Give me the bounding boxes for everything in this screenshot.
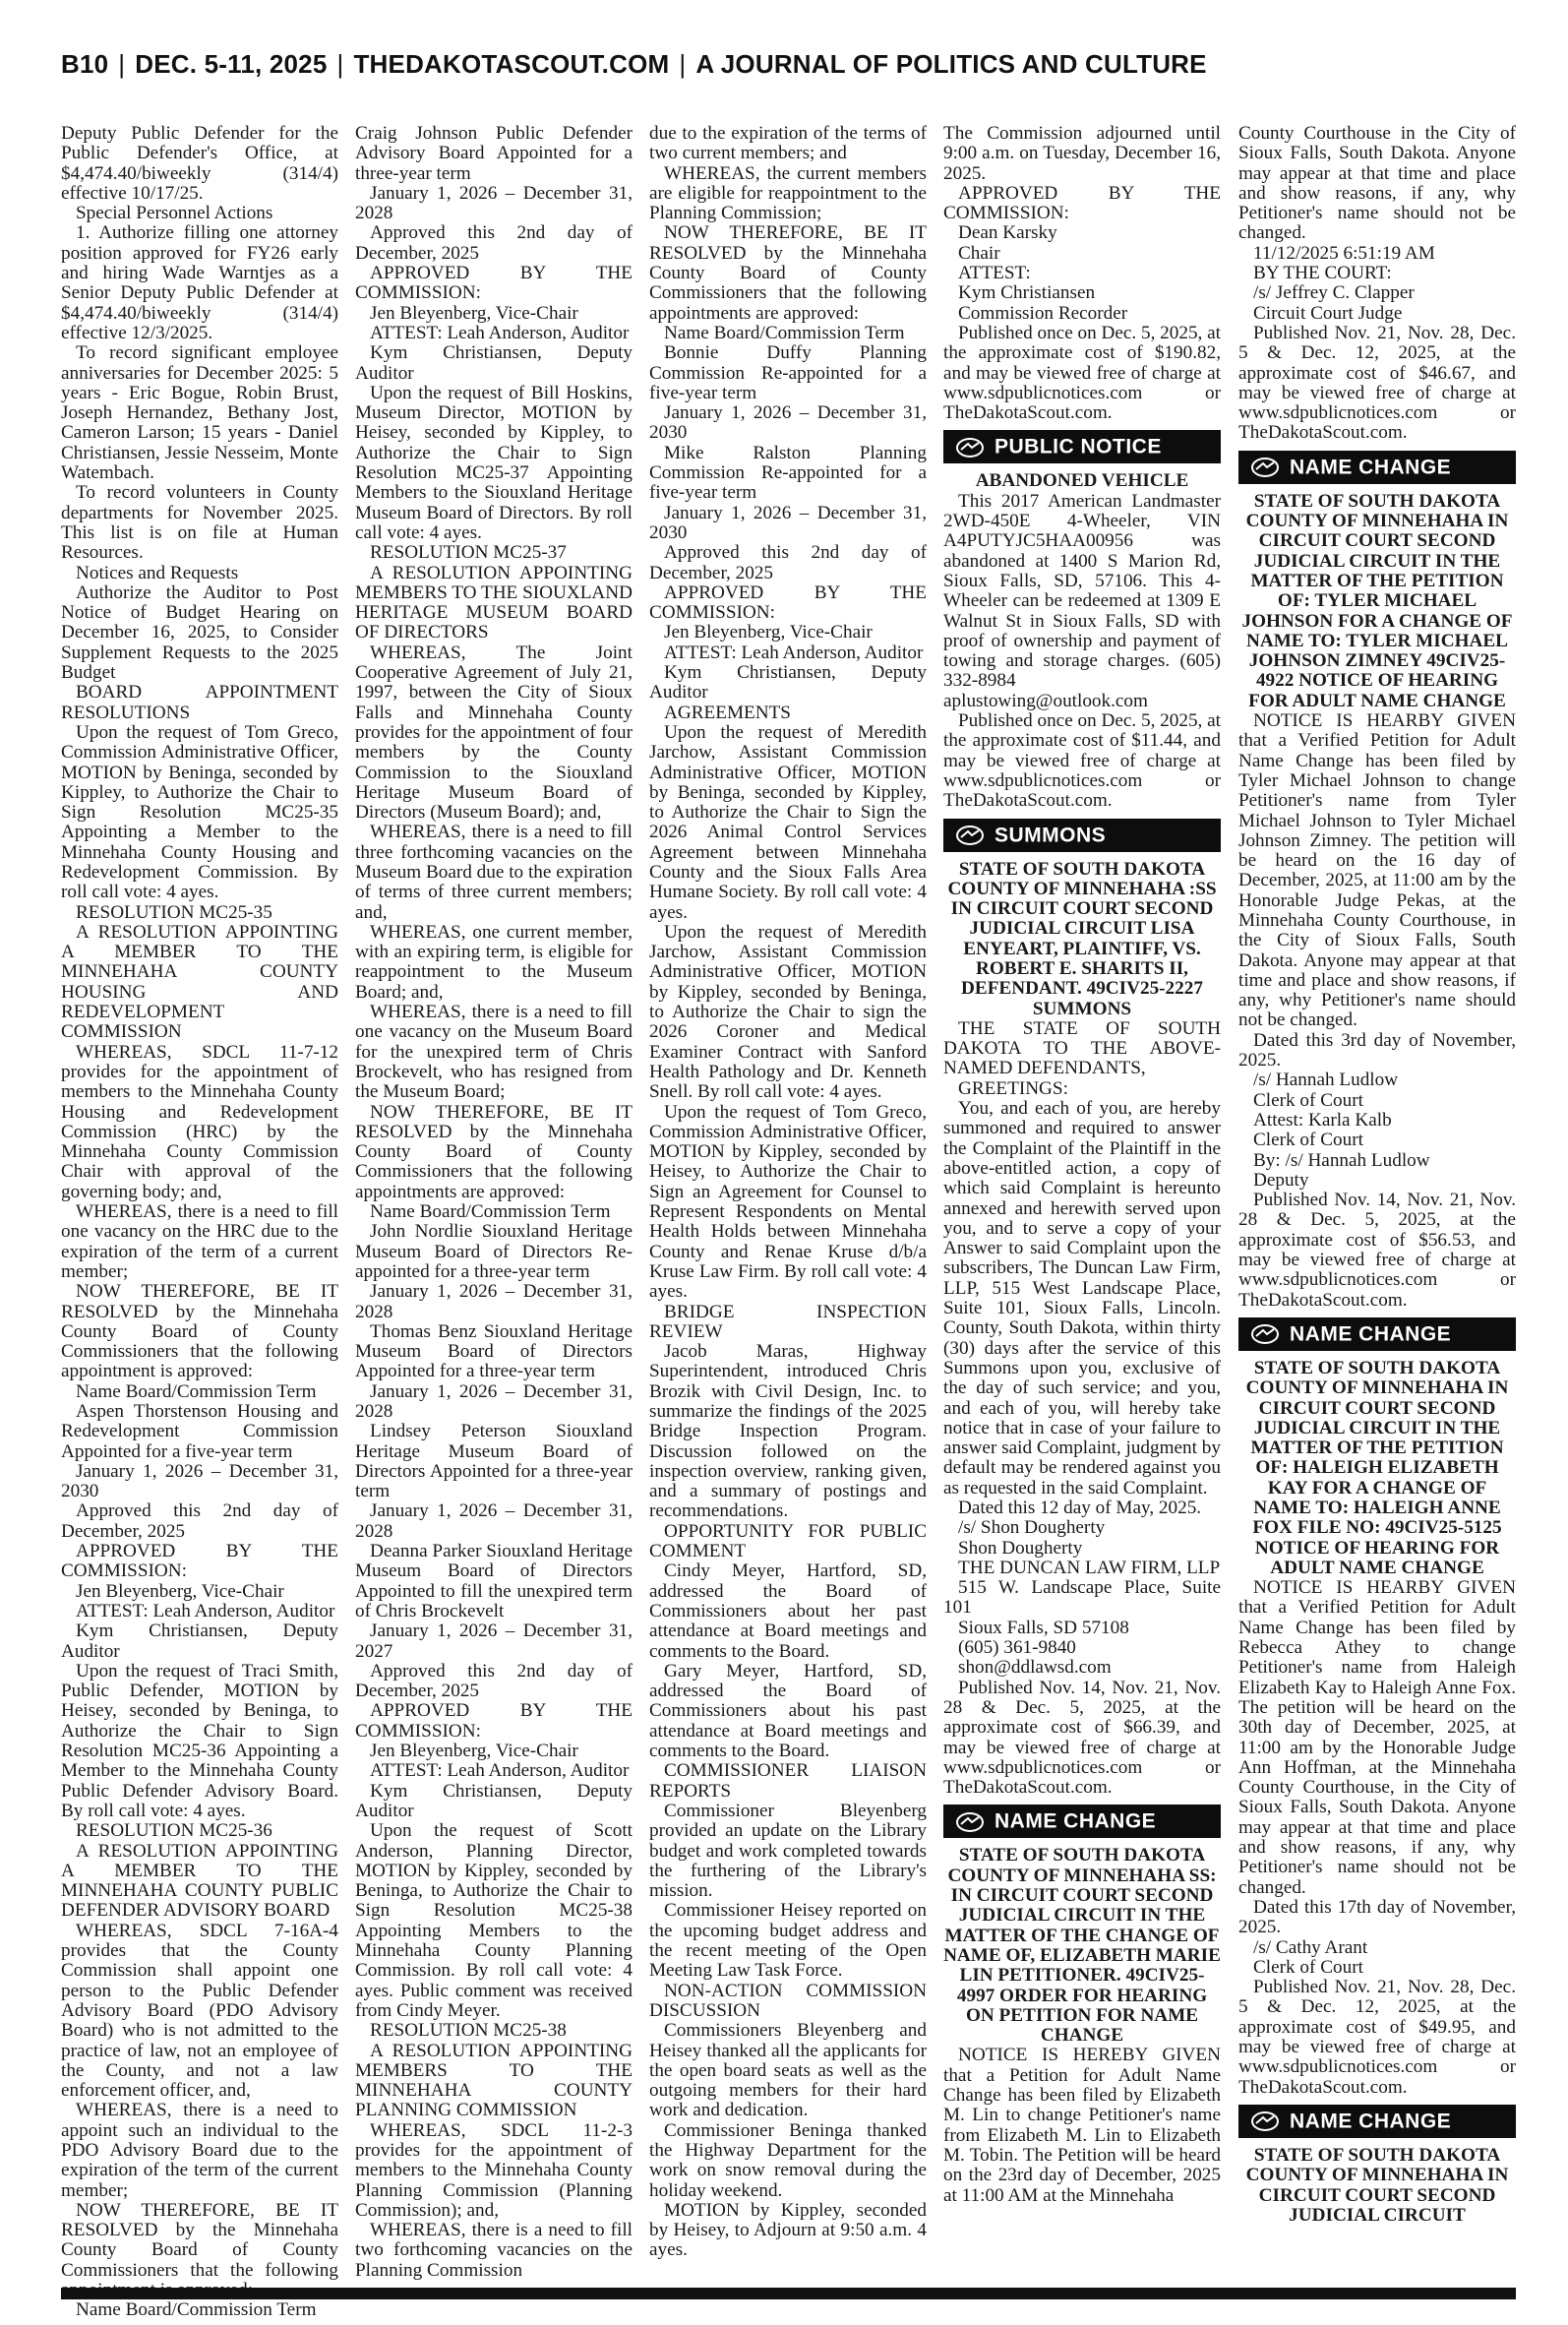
- paragraph: January 1, 2026 – December 31, 2030: [649, 402, 927, 444]
- paragraph: Published Nov. 14, Nov. 21, Nov. 28 & Dec. 5, 2025, at the approximate cost of $56.53, and may be viewed free of charge at www.sdpublicnotices.com or TheDakotaScout.com.: [1238, 1190, 1516, 1311]
- paragraph: Shon Dougherty: [958, 1537, 1083, 1559]
- paragraph: You, and each of you, are hereby summoned and required to answer the Complaint of the Plaintiff in the above-entitled action, a copy of which said Complaint is hereunto annexed and herewith served upon you, and to serve a copy of your Answer to said Complaint upon the subscribers, The Duncan Law Firm, LLP, 515 West Landscape Place, Suite 101, Sioux Falls, Lincoln. County, South Dakota, within thirty (30) days after the service of this Summons upon you, exclusive of the day of such service; and you, and each of you, will hereby take notice that in case of your failure to answer said Complaint, judgment by default may be rendered against you as requested in the said Complaint.: [943, 1098, 1221, 1499]
- paragraph: Upon the request of Tom Greco, Commission Administrative Officer, MOTION by Kippley, seconded by Heisey, to Authorize the Chair to Sign an Agreement for Counsel to Represent Respondents on Mental Health Holds between Minnehaha County and Renae Kruse d/b/a Kruse Law Firm. By roll call vote: 4 ayes.: [649, 1101, 927, 1303]
- paragraph: BOARD APPOINTMENT RESOLUTIONS: [61, 682, 338, 723]
- paragraph: /s/ Hannah Ludlow: [1253, 1070, 1399, 1091]
- name-change-banner: [943, 1805, 1221, 1838]
- public-notice-banner: [943, 430, 1221, 463]
- paragraph: Upon the request of Bill Hoskins, Museum Director, MOTION by Heisey, seconded by Kippley, to Authorize the Chair to Sign Resolution MC25-37 Appointing Members to the Siouxland Heritage Museum Board of Directors. By roll call vote: 4 ayes.: [355, 382, 633, 543]
- paragraph: THE STATE OF SOUTH DAKOTA TO THE ABOVE-NAMED DEFENDANTS,: [943, 1017, 1221, 1079]
- name-change-banner: [1238, 2105, 1516, 2138]
- bottom-rule: [61, 2288, 1516, 2299]
- paragraph: Upon the request of Meredith Jarchow, Assistant Commission Administrative Officer, MOTION by Beninga, seconded by Kippley, to Authorize the Chair to Sign the 2026 Animal Control Services Agreement between Minnehaha County and the Sioux Falls Area Humane Society. By roll call vote: 4 ayes.: [649, 721, 927, 923]
- paragraph: A RESOLUTION APPOINTING A MEMBER TO THE MINNEHAHA COUNTY PUBLIC DEFENDER ADVISORY BOARD: [61, 1840, 338, 1922]
- paragraph: Dated this 12 day of May, 2025.: [958, 1498, 1202, 1518]
- paragraph: Deanna Parker Siouxland Heritage Museum Board of Directors Appointed to fill the unexpired term of Chris Brockevelt: [355, 1541, 633, 1621]
- paragraph: ATTEST: Leah Anderson, Auditor: [76, 1600, 335, 1621]
- paragraph: WHEREAS, SDCL 11-7-12 provides for the appointment of members to the Minnehaha County Housing and Redevelopment Commission (HRC) by the Minnehaha County Commission Chair with approval of the governing body; and,: [61, 1041, 338, 1202]
- paragraph: BY THE COURT:: [1253, 263, 1392, 284]
- paragraph: January 1, 2026 – December 31, 2028: [355, 1380, 633, 1422]
- paragraph: WHEREAS, SDCL 7-16A-4 provides that the County Commission shall appoint one person to the Public Defender Advisory Board (PDO Advisory Board) who is not admitted to the practice of law, not an employee of the County, and not a law enforcement officer, and,: [61, 1920, 338, 2102]
- name-change-banner: [1238, 451, 1516, 484]
- banner-label: NAME CHANGE: [995, 1809, 1157, 1833]
- paragraph: Commissioner Beninga thanked the Highway Department for the work on snow removal during the holiday weekend.: [649, 2119, 927, 2201]
- issue-date: DEC. 5-11, 2025: [135, 49, 328, 79]
- paragraph: Clerk of Court: [1253, 1956, 1363, 1978]
- paragraph: January 1, 2026 – December 31, 2030: [649, 502, 927, 543]
- paragraph: Published once on Dec. 5, 2025, at the approximate cost of $190.82, and may be viewed free of charge at www.sdpublicnotices.com or TheDakotaScout.com.: [943, 322, 1221, 424]
- paragraph: due to the expiration of the terms of two current members; and: [649, 123, 927, 164]
- paragraph: Lindsey Peterson Siouxland Heritage Museum Board of Directors Appointed for a three-year term: [355, 1421, 633, 1502]
- summons-banner: [943, 819, 1221, 852]
- paragraph: /s/ Shon Dougherty: [958, 1517, 1106, 1539]
- paragraph: Sioux Falls, SD 57108: [958, 1617, 1129, 1638]
- paragraph: RESOLUTION MC25-38: [370, 2020, 567, 2042]
- paragraph: Deputy Public Defender for the Public Defender's Office, at $4,474.40/biweekly (314/4) effective 10/17/25.: [61, 123, 338, 204]
- paragraph: Cindy Meyer, Hartford, SD, addressed the Board of Commissioners about her past attendance at Board meetings and comments to the Board.: [649, 1560, 927, 1662]
- paragraph: Attest: Karla Kalb: [1253, 1109, 1392, 1131]
- paragraph: This 2017 American Landmaster 2WD-450E 4-Wheeler, VIN A4PUTYJC5HAA00956 was abandoned at 1400 S Marion Rd, Sioux Falls, SD, 57106. This 4-Wheeler can be redeemed at 1309 E Walnut St in Sioux Falls, SD with proof of ownership and payment of towing and storage charges. (605) 332-8984 aplustowing@outlook.com: [943, 490, 1221, 711]
- paragraph: COMMISSIONER LIAISON REPORTS: [649, 1760, 927, 1802]
- paragraph: Published once on Dec. 5, 2025, at the approximate cost of $11.44, and may be viewed free of charge at www.sdpublicnotices.com or TheDakotaScout.com.: [943, 710, 1221, 812]
- paragraph: NOW THEREFORE, BE IT RESOLVED by the Minnehaha County Board of County Commissioners that the following: [61, 2199, 338, 2281]
- name-change-text: NOTICE IS HEREBY GIVEN that a Petition for Adult Name Change has been filed by Elizabeth M. Lin to change Petitioner's name from Elizabeth M. Lin to Elizabeth M. Tobin. The Petition will be heard on the 23rd day of December, 2025 at 11:00 AM at the Minnehaha: [943, 2045, 1221, 2206]
- paragraph: Dated this 3rd day of November, 2025.: [1238, 1029, 1516, 1071]
- paragraph: Approved this 2nd day of December, 2025: [649, 542, 927, 583]
- paragraph: 515 W. Landscape Place, Suite 101: [943, 1577, 1221, 1619]
- paragraph: Jen Bleyenberg, Vice-Chair: [370, 1741, 578, 1762]
- paragraph: Approved this 2nd day of December, 2025: [355, 1660, 633, 1702]
- column-2: [355, 123, 633, 2281]
- paragraph: AGREEMENTS: [664, 702, 791, 723]
- paragraph: (605) 361-9840: [958, 1637, 1076, 1659]
- paragraph: RESOLUTION MC25-36: [76, 1820, 272, 1842]
- paragraph: MOTION by Kippley, seconded by Heisey, to Adjourn at 9:50 a.m. 4 ayes.: [649, 2199, 927, 2261]
- banner-label: PUBLIC NOTICE: [995, 435, 1162, 459]
- paragraph: Chair: [958, 242, 1000, 264]
- banner-label: NAME CHANGE: [1290, 1322, 1452, 1346]
- scout-logo-icon: [1250, 2111, 1280, 2132]
- paragraph: APPROVED BY THE COMMISSION:: [355, 263, 633, 304]
- scout-logo-icon: [955, 437, 985, 459]
- paragraph: A RESOLUTION APPOINTING MEMBERS TO THE SIOUXLAND HERITAGE MUSEUM BOARD OF DIRECTORS: [355, 562, 633, 643]
- paragraph: NON-ACTION COMMISSION DISCUSSION: [649, 1980, 927, 2021]
- paragraph: Special Personnel Actions: [76, 203, 273, 224]
- name-change-caption: STATE OF SOUTH DAKOTA COUNTY OF MINNEHAHA IN CIRCUIT COURT SECOND JUDICIAL CIRCUIT IN THE MATTER OF THE PETITION OF: TYLER MICHAEL JOHNSON FOR A CHANGE OF NAME TO: TYLER MICHAEL JOHNSON ZIMNEY 49CIV25-4922 NOTICE OF HEARING FOR ADULT NAME CHANGE: [1241, 490, 1513, 711]
- paragraph: APPROVED BY THE COMMISSION:: [61, 1541, 338, 1582]
- column-1: [61, 123, 338, 2321]
- notice-title: ABANDONED VEHICLE: [975, 470, 1189, 492]
- paragraph: THE DUNCAN LAW FIRM, LLP: [958, 1557, 1221, 1578]
- paragraph: ATTEST: Leah Anderson, Auditor: [370, 322, 630, 343]
- paragraph: Commissioners Bleyenberg and Heisey thanked all the applicants for the open board seats as well as the outgoing members for their hard work and dedication.: [649, 2020, 927, 2121]
- paragraph: County Courthouse in the City of Sioux Falls, South Dakota. Anyone may appear at that time and place and show reasons, if any, why Petitioner's name should not be changed.: [1238, 123, 1516, 244]
- paragraph: January 1, 2026 – December 31, 2028: [355, 1281, 633, 1322]
- paragraph: shon@ddlawsd.com: [958, 1657, 1112, 1679]
- paragraph: Commissioner Heisey reported on the upcoming budget address and the recent meeting of the Open Meeting Law Task Force.: [649, 1900, 927, 1982]
- paragraph: Published Nov. 14, Nov. 21, Nov. 28 & Dec. 5, 2025, at the approximate cost of $66.39, and may be viewed free of charge at www.sdpublicnotices.com or TheDakotaScout.com.: [943, 1677, 1221, 1799]
- abandoned-vehicle-notice: [943, 471, 1221, 811]
- paragraph: Jen Bleyenberg, Vice-Chair: [370, 302, 578, 324]
- paragraph: January 1, 2026 – December 31, 2027: [355, 1621, 633, 1662]
- paragraph: Clerk of Court: [1253, 1130, 1363, 1151]
- paragraph: WHEREAS, SDCL 11-2-3 provides for the appointment of members to the Minnehaha County Planning Commission (Planning Commission); and,: [355, 2119, 633, 2221]
- notice-columns: [61, 123, 1516, 2321]
- paragraph: NOTICE IS HEARBY GIVEN that a Verified Petition for Adult Name Change has been filed by Tyler Michael Johnson to change Petitioner's name from Tyler Michael Johnson to Tyler Michael Johnson Zimney. The petition will be heard on the 16 day of December, 2025, at 11:00 am by the Honorable Judge Pekas, at the Minnehaha County Courthouse, in the City of Sioux Falls, South Dakota. Anyone may appear at that time and place and show reasons, if any, why Petitioner's name should not be changed.: [1238, 710, 1516, 1031]
- paragraph: A RESOLUTION APPOINTING A MEMBER TO THE MINNEHAHA COUNTY HOUSING AND REDEVELOPMENT COMMISSION: [61, 921, 338, 1043]
- paragraph: Upon the request of Meredith Jarchow, Assistant Commission Administrative Officer, MOTION by Kippley, seconded by Beninga, to Authorize the Chair to sign the 2026 Coroner and Medical Examiner Contract with Sanford Health Pathology and Dr. Kenneth Snell. By roll call vote: 4 ayes.: [649, 921, 927, 1103]
- paragraph: Kym Christiansen, Deputy Auditor: [61, 1621, 338, 1662]
- paragraph: Commissioner Bleyenberg provided an update on the Library budget and work completed towards the furthering of the Library's mission.: [649, 1800, 927, 1902]
- scout-logo-icon: [955, 1811, 985, 1833]
- paragraph: Kym Christiansen, Deputy Auditor: [649, 662, 927, 704]
- name-change-banner: [1238, 1317, 1516, 1351]
- paragraph: Authorize the Auditor to Post Notice of Budget Hearing on December 16, 2025, to Consider Supplement Requests to the 2025 Budget: [61, 581, 338, 684]
- name-change-caption: STATE OF SOUTH DAKOTA COUNTY OF MINNEHAHA IN CIRCUIT COURT SECOND JUDICIAL CIRCUIT: [1245, 2144, 1509, 2226]
- paragraph: WHEREAS, one current member, with an expiring term, is eligible for reappointment to the Museum Board; and,: [355, 921, 633, 1003]
- paragraph: WHEREAS, there is a need to fill one vacancy on the HRC due to the expiration of the term of a current member;: [61, 1201, 338, 1282]
- paragraph: Jacob Maras, Highway Superintendent, introduced Chris Brozik with Civil Design, Inc. to summarize the findings of the 2025 Bridge Inspection Program. Discussion followed on the inspection overview, ranking given, and a summary of postings and recommendations.: [649, 1341, 927, 1522]
- paragraph: Name Board/Commission Term: [370, 1201, 611, 1223]
- name-change-continued: [1238, 124, 1516, 444]
- site-link[interactable]: THEDAKOTASCOUT.COM: [353, 49, 670, 79]
- paragraph: ATTEST:: [958, 263, 1031, 284]
- paragraph: Kym Christiansen, Deputy Auditor: [355, 342, 633, 384]
- paragraph: Circuit Court Judge: [1253, 302, 1403, 324]
- paragraph: January 1, 2026 – December 31, 2028: [355, 182, 633, 224]
- paragraph: NOW THEREFORE, BE IT RESOLVED by the Minnehaha County Board of County Commissioners that the following appointment is approved:: [61, 1281, 338, 1382]
- scout-logo-icon: [955, 825, 985, 846]
- paragraph: Dated this 17th day of November, 2025.: [1238, 1896, 1516, 1938]
- paragraph: Published Nov. 21, Nov. 28, Dec. 5 & Dec. 12, 2025, at the approximate cost of $46.67, and may be viewed free of charge at www.sdpublicnotices.com or TheDakotaScout.com.: [1238, 322, 1516, 444]
- paragraph: To record significant employee anniversaries for December 2025: 5 years - Eric Bogue, Robin Brust, Joseph Hernandez, Bethany Jost, Cameron Larson; 15 years - Daniel Christiansen, Jessie Nesseim, Monte Watembach.: [61, 342, 338, 484]
- paragraph: /s/ Cathy Arant: [1253, 1936, 1368, 1958]
- paragraph: ATTEST: Leah Anderson, Auditor: [664, 642, 924, 663]
- paragraph: Approved this 2nd day of December, 2025: [61, 1500, 338, 1542]
- paragraph: Aspen Thorstenson Housing and Redevelopment Commission Appointed for a five-year term: [61, 1401, 338, 1462]
- paragraph: NOW THEREFORE, BE IT RESOLVED by the Minnehaha County Board of County Commissioners that the following appointments are approved:: [649, 222, 927, 324]
- paragraph: WHEREAS, The Joint Cooperative Agreement of July 21, 1997, between the City of Sioux Falls and Minnehaha County provides for the appointment of four members by the County Commission to the Siouxland Heritage Museum Board of Directors (Museum Board); and,: [355, 642, 633, 824]
- paragraph: Craig Johnson Public Defender Advisory Board Appointed for a three-year term: [355, 123, 633, 184]
- paragraph: /s/ Jeffrey C. Clapper: [1253, 282, 1415, 304]
- paragraph: Notices and Requests: [76, 562, 239, 583]
- commission-closing: [943, 124, 1221, 423]
- paragraph: NOW THEREFORE, BE IT RESOLVED by the Minnehaha County Board of County Commissioners that the following appointments are approved:: [355, 1101, 633, 1202]
- paragraph: Deputy: [1253, 1169, 1309, 1191]
- paragraph: Commission Recorder: [958, 302, 1128, 324]
- paragraph: APPROVED BY THE COMMISSION:: [355, 1700, 633, 1742]
- paragraph: Jen Bleyenberg, Vice-Chair: [664, 622, 873, 643]
- paragraph: WHEREAS, there is a need to fill three forthcoming vacancies on the Museum Board due to the expiration of terms of three current members; and,: [355, 822, 633, 923]
- paragraph: Gary Meyer, Hartford, SD, addressed the Board of Commissioners about his past attendance at Board meetings and comments to the Board.: [649, 1660, 927, 1762]
- paragraph: John Nordlie Siouxland Heritage Museum Board of Directors Re-appointed for a three-year term: [355, 1221, 633, 1282]
- paragraph: The Commission adjourned until 9:00 a.m. on Tuesday, December 16, 2025.: [943, 123, 1221, 184]
- paragraph: 11/12/2025 6:51:19 AM: [1253, 242, 1435, 264]
- column-3: [649, 124, 927, 2269]
- paragraph: Clerk of Court: [1253, 1089, 1363, 1111]
- column-5: [1238, 124, 1516, 2269]
- name-change-body: [1238, 711, 1516, 1311]
- paragraph: Upon the request of Traci Smith, Public Defender, MOTION by Heisey, seconded by Beninga, to Authorize the Chair to Sign Resolution MC25-36 Appointing a Member to the Minnehaha County Public Defender Advisory Board. By roll call vote: 4 ayes.: [61, 1660, 338, 1821]
- paragraph: BRIDGE INSPECTION REVIEW: [649, 1301, 927, 1342]
- paragraph: By: /s/ Hannah Ludlow: [1253, 1149, 1430, 1171]
- paragraph: ATTEST: Leah Anderson, Auditor: [370, 1760, 630, 1782]
- paragraph: Upon the request of Scott Anderson, Planning Director, MOTION by Kippley, seconded by Beninga, to Authorize the Chair to Sign Resolution MC25-38 Appointing Members to the Minnehaha County Planning Commission. By roll call vote: 4 ayes. Public comment was received from Cindy Meyer.: [355, 1820, 633, 2021]
- paragraph: Mike Ralston Planning Commission Re-appointed for a five-year term: [649, 442, 927, 504]
- scout-logo-icon: [1250, 457, 1280, 478]
- paragraph: WHEREAS, the current members are eligible for reappointment to the Planning Commission;: [649, 162, 927, 224]
- paragraph: WHEREAS, there is a need to fill one vacancy on the Museum Board for the unexpired term of Chris Brockevelt, who has resigned from the Museum Board;: [355, 1002, 633, 1103]
- paragraph: Published Nov. 21, Nov. 28, Dec. 5 & Dec. 12, 2025, at the approximate cost of $49.95, and may be viewed free of charge at www.sdpublicnotices.com or TheDakotaScout.com.: [1238, 1977, 1516, 2098]
- paragraph: RESOLUTION MC25-35: [76, 901, 272, 923]
- paragraph: January 1, 2026 – December 31, 2028: [355, 1500, 633, 1542]
- paragraph: OPPORTUNITY FOR PUBLIC COMMENT: [649, 1520, 927, 1562]
- paragraph: 1. Authorize filling one attorney position approved for FY26 early and hiring Wade Warntjes as a Senior Deputy Public Defender at $4,474.40/biweekly (314/4) effective 12/3/2025.: [61, 222, 338, 343]
- paragraph: Dean Karsky: [958, 222, 1057, 244]
- summons-caption: STATE OF SOUTH DAKOTA COUNTY OF MINNEHAHA :SS IN CIRCUIT COURT SECOND JUDICIAL CIRCUIT LISA ENYEART, PLAINTIFF, VS. ROBERT E. SHARITS II, DEFENDANT. 49CIV25-2227 SUMMONS: [947, 858, 1217, 1019]
- name-change-caption: STATE OF SOUTH DAKOTA COUNTY OF MINNEHAHA SS: IN CIRCUIT COURT SECOND JUDICIAL CIRCUIT IN THE MATTER OF THE CHANGE OF NAME OF, ELIZABETH MARIE LIN PETITIONER. 49CIV25-4997 ORDER FOR HEARING ON PETITION FOR NAME CHANGE: [943, 1845, 1221, 2047]
- paragraph: Kym Christiansen: [958, 282, 1096, 304]
- paragraph: A RESOLUTION APPOINTING MEMBERS TO THE MINNEHAHA COUNTY PLANNING COMMISSION: [355, 2040, 633, 2121]
- paragraph: GREETINGS:: [958, 1077, 1068, 1099]
- paragraph: Kym Christiansen, Deputy Auditor: [355, 1780, 633, 1821]
- scout-logo-icon: [1250, 1323, 1280, 1345]
- paragraph: RESOLUTION MC25-37: [370, 542, 567, 564]
- paragraph: NOTICE IS HEARBY GIVEN that a Verified Petition for Adult Name Change has been filed by Rebecca Athey to change Petitioner's name from Haleigh Elizabeth Kay to Haleigh Anne Fox. The petition will be heard on the 30th day of December, 2025, at 11:00 am by the Honorable Judge Ann Hoffman, at the Minnehaha County Courthouse, in the City of Sioux Falls, South Dakota. Anyone may appear at that time and place and show reasons, if any, why Petitioner's name should not be changed.: [1238, 1577, 1516, 1898]
- paragraph: WHEREAS, there is a need to fill two forthcoming vacancies on the Planning Commission: [355, 2220, 633, 2281]
- column-4: [943, 124, 1221, 2269]
- summons-body: [943, 1019, 1221, 1799]
- paragraph: Name Board/Commission Term: [76, 2299, 317, 2321]
- paragraph: Approved this 2nd day of December, 2025: [355, 222, 633, 264]
- tagline: A JOURNAL OF POLITICS AND CULTURE: [695, 49, 1207, 79]
- page-number: B10: [61, 49, 109, 79]
- name-change-body: [1238, 1578, 1516, 2098]
- banner-label: NAME CHANGE: [1290, 2110, 1452, 2133]
- banner-label: NAME CHANGE: [1290, 456, 1452, 479]
- name-change-caption: STATE OF SOUTH DAKOTA COUNTY OF MINNEHAHA IN CIRCUIT COURT SECOND JUDICIAL CIRCUIT IN THE MATTER OF THE PETITION OF: HALEIGH ELIZABETH KAY FOR A CHANGE OF NAME TO: HALEIGH ANNE FOX FILE NO: 49CIV25-5125 NOTICE OF HEARING FOR ADULT NAME CHANGE: [1245, 1357, 1509, 1578]
- paragraph: January 1, 2026 – December 31, 2030: [61, 1460, 338, 1502]
- paragraph: To record volunteers in County departments for November 2025. This list is on file at Human Resources.: [61, 482, 338, 564]
- paragraph: Jen Bleyenberg, Vice-Chair: [76, 1580, 284, 1602]
- paragraph: WHEREAS, there is a need to appoint such an individual to the PDO Advisory Board due to the expiration of the term of the current member;: [61, 2100, 338, 2201]
- page-header: B10 | DEC. 5-11, 2025 | THEDAKOTASCOUT.COM | A JOURNAL OF POLITICS AND CULTURE: [61, 49, 1207, 79]
- paragraph: Name Board/Commission Term: [76, 1380, 317, 1402]
- banner-label: SUMMONS: [995, 823, 1107, 846]
- paragraph: Bonnie Duffy Planning Commission Re-appointed for a five-year term: [649, 342, 927, 403]
- paragraph: Upon the request of Tom Greco, Commission Administrative Officer, MOTION by Beninga, seconded by Kippley, to Authorize the Chair to Sign Resolution MC25-35 Appointing a Member to the Minnehaha County Housing and Redevelopment Commission. By roll call vote: 4 ayes.: [61, 721, 338, 903]
- paragraph: Name Board/Commission Term: [664, 322, 905, 343]
- paragraph: APPROVED BY THE COMMISSION:: [649, 581, 927, 624]
- paragraph: APPROVED BY THE COMMISSION:: [943, 182, 1221, 224]
- paragraph: Thomas Benz Siouxland Heritage Museum Board of Directors Appointed for a three-year term: [355, 1320, 633, 1382]
